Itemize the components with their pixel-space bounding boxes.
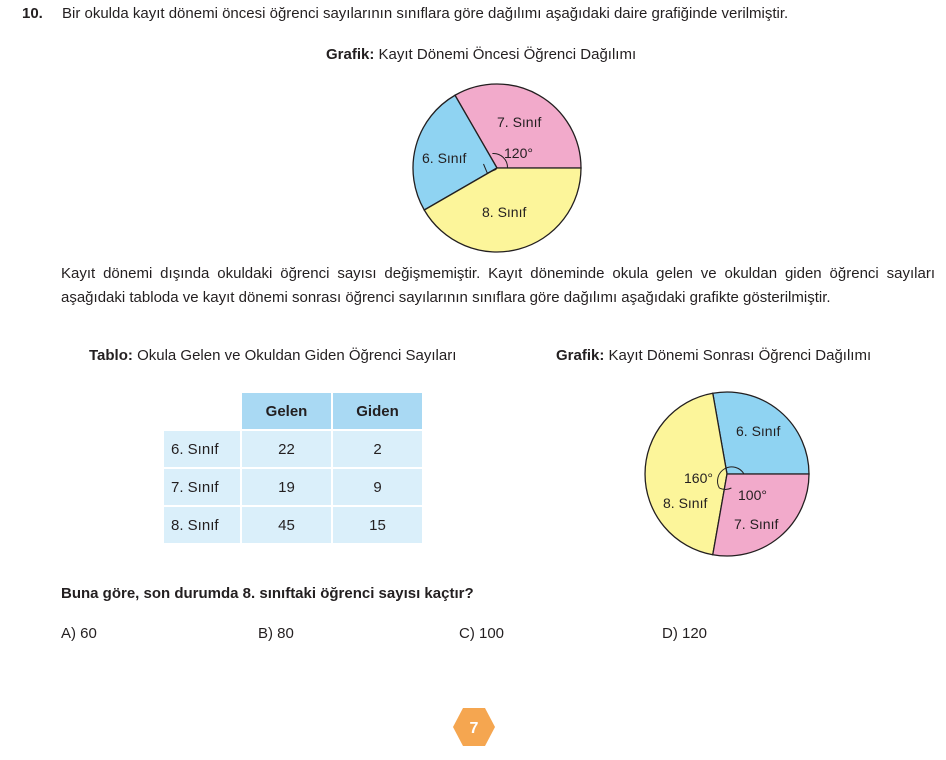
chart2-title xyxy=(556,347,871,364)
slice-label-8: 8. Sınıf xyxy=(482,204,527,220)
header-gelen: Gelen xyxy=(242,393,331,429)
cell-gelen: 22 xyxy=(242,431,331,467)
cell-giden: 2 xyxy=(333,431,422,467)
slice-label-7: 7. Sınıf xyxy=(497,114,542,130)
table-title-text: Okula Gelen ve Okuldan Giden Öğrenci Sayıları xyxy=(137,347,457,364)
pie-chart-after xyxy=(630,380,830,570)
row-label: 6. Sınıf xyxy=(164,431,240,467)
question-number: 10. xyxy=(22,5,43,22)
slice-label-7: 7. Sınıf xyxy=(734,516,779,532)
row-label: 7. Sınıf xyxy=(164,469,240,505)
angle-label-160: 160° xyxy=(684,470,713,486)
question-text: Bir okulda kayıt dönemi öncesi öğrenci sayılarının sınıflara göre dağılımı aşağıdaki daire grafiğinde verilmiştir. xyxy=(62,5,789,22)
header-giden: Giden xyxy=(333,393,422,429)
slice-label-6: 6. Sınıf xyxy=(422,150,467,166)
pie-before-slices xyxy=(413,84,581,252)
option-a[interactable]: A) 60 xyxy=(61,625,97,642)
option-c[interactable]: C) 100 xyxy=(459,625,505,642)
table-title-prefix: Tablo: xyxy=(89,347,133,364)
cell-gelen: 45 xyxy=(242,507,331,543)
question-prompt: Buna göre, son durumda 8. sınıftaki öğrenci sayısı kaçtır? xyxy=(61,585,474,602)
pie-chart-before xyxy=(400,80,600,260)
cell-gelen: 19 xyxy=(242,469,331,505)
chart1-title-prefix: Grafik: xyxy=(326,46,375,63)
table-row xyxy=(164,431,422,467)
table-title xyxy=(89,347,456,364)
chart1-title xyxy=(326,46,636,63)
chart2-title-text: Kayıt Dönemi Sonrası Öğrenci Dağılımı xyxy=(608,347,872,364)
page-number: 7 xyxy=(469,720,479,737)
page-number-badge xyxy=(452,707,496,747)
student-table xyxy=(162,391,424,545)
description-paragraph: Kayıt dönemi dışında okuldaki öğrenci sayısı değişmemiştir. Kayıt döneminde okula gelen ve okuldan giden öğrenci sayıları aşağıdaki tabloda ve kayıt dönemi sonrası öğrenci sayılarının sınıflara göre dağılımı aşağıdaki grafikte gösterilmiştir. xyxy=(61,265,935,306)
slice-label-6: 6. Sınıf xyxy=(736,423,781,439)
table-corner xyxy=(164,393,240,429)
table-header-row xyxy=(164,393,422,429)
chart1-title-text: Kayıt Dönemi Öncesi Öğrenci Dağılımı xyxy=(378,46,637,63)
option-d[interactable]: D) 120 xyxy=(662,625,708,642)
slice-label-8: 8. Sınıf xyxy=(663,495,708,511)
chart2-title-prefix: Grafik: xyxy=(556,347,605,364)
table-row xyxy=(164,469,422,505)
option-b[interactable]: B) 80 xyxy=(258,625,294,642)
cell-giden: 15 xyxy=(333,507,422,543)
table-row xyxy=(164,507,422,543)
angle-label-120: 120° xyxy=(504,145,533,161)
pie-after-slices xyxy=(645,392,809,556)
angle-label-100: 100° xyxy=(738,487,767,503)
row-label: 8. Sınıf xyxy=(164,507,240,543)
cell-giden: 9 xyxy=(333,469,422,505)
